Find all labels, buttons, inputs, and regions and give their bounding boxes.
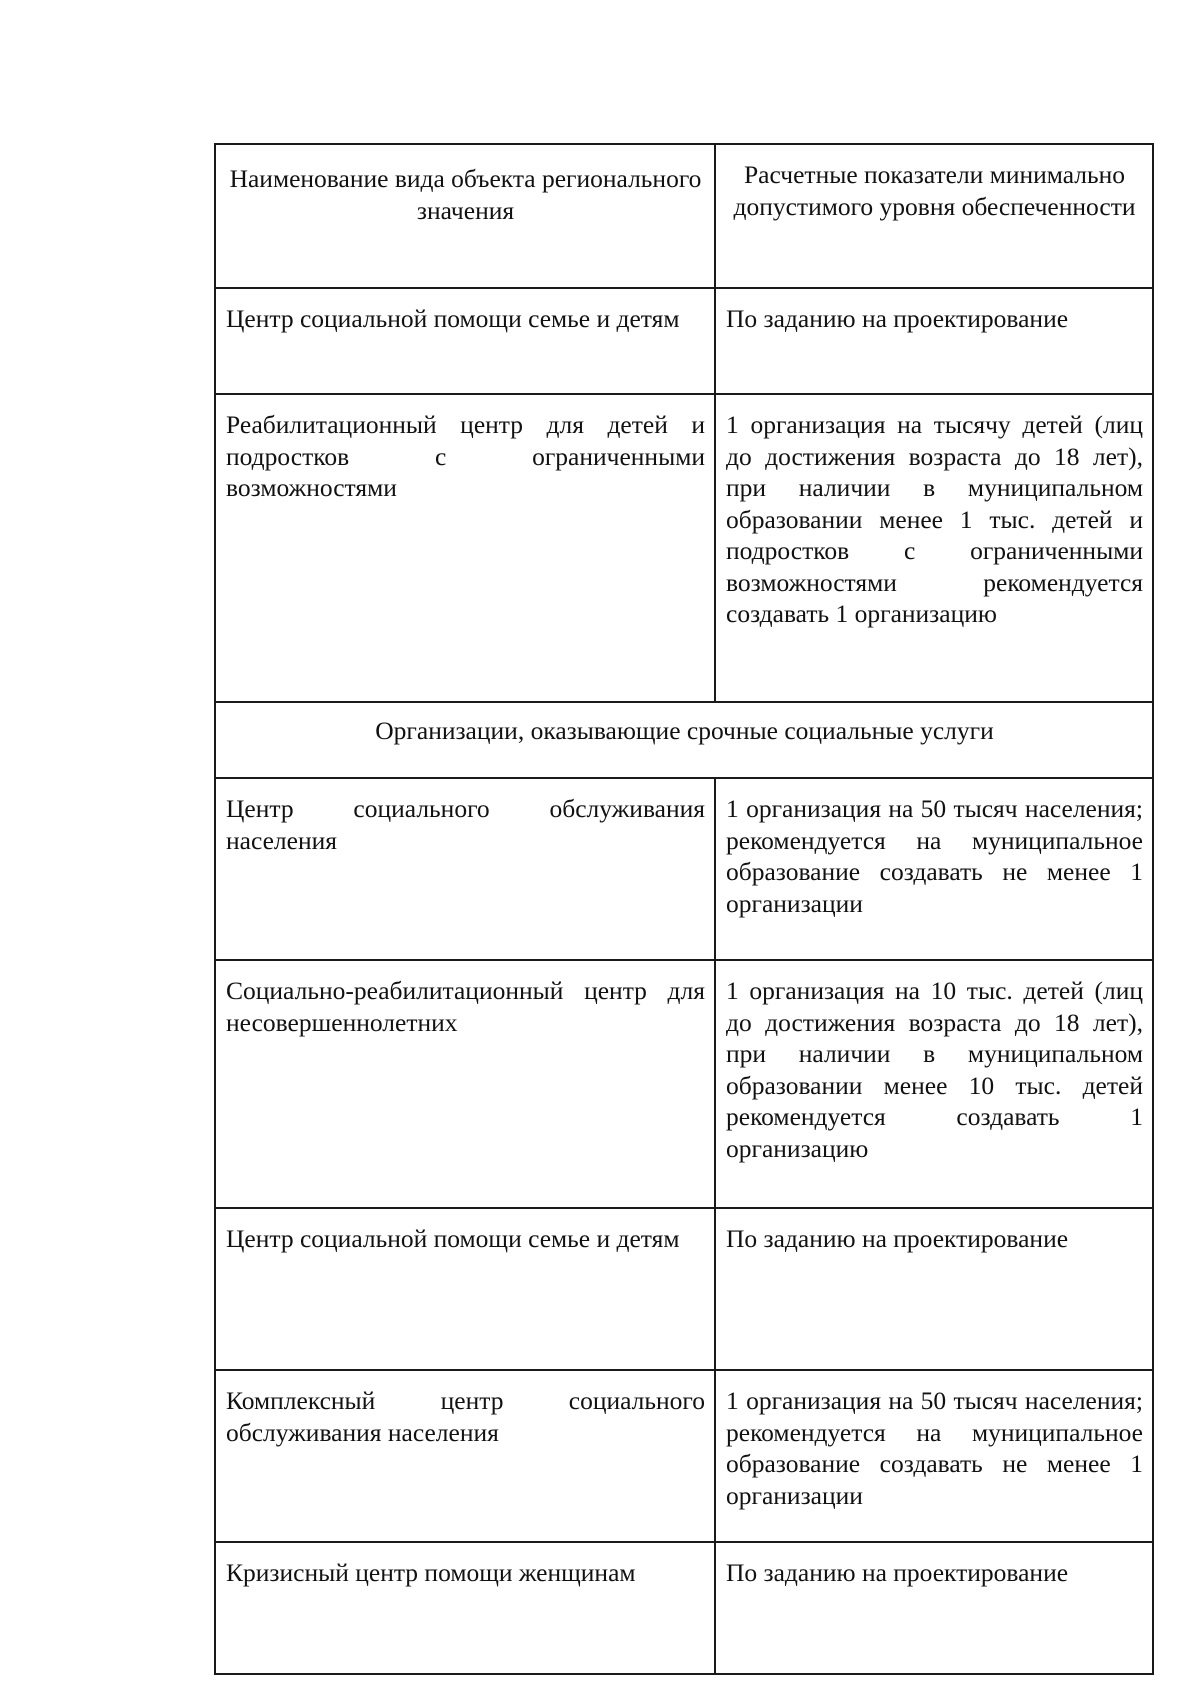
object-name-cell: Кризисный центр помощи женщинам (215, 1542, 715, 1674)
table-header-row (215, 144, 1153, 288)
object-name-cell: Социально-реабилитационный центр для несовершеннолетних (215, 960, 715, 1208)
indicator-cell: По заданию на проектирование (715, 1208, 1153, 1370)
indicator-cell: 1 организация на 50 тысяч населения; рекомендуется на муниципальное образование создавать не менее 1 организации (715, 778, 1153, 960)
indicator-cell: По заданию на проектирование (715, 1542, 1153, 1674)
object-name-cell: Комплексный центр социального обслуживания населения (215, 1370, 715, 1542)
table-row (215, 960, 1153, 1208)
header-object-type: Наименование вида объекта регионального значения (215, 144, 715, 288)
object-name-cell: Центр социальной помощи семье и детям (215, 288, 715, 394)
indicator-cell: 1 организация на тысячу детей (лиц до достижения возраста до 18 лет), при наличии в муниципальном образовании менее 1 тыс. детей и подростков с ограниченными возможностями рекомендуется создавать 1 организацию (715, 394, 1153, 702)
table-row (215, 1370, 1153, 1542)
object-name-cell: Центр социальной помощи семье и детям (215, 1208, 715, 1370)
section-row (215, 702, 1153, 778)
section-title: Организации, оказывающие срочные социальные услуги (215, 702, 1153, 778)
object-name-cell: Реабилитационный центр для детей и подростков с ограниченными возможностями (215, 394, 715, 702)
table-row (215, 1542, 1153, 1674)
header-indicators: Расчетные показатели минимально допустимого уровня обеспеченности (715, 144, 1153, 288)
indicator-cell: 1 организация на 10 тыс. детей (лиц до достижения возраста до 18 лет), при наличии в муниципальном образовании менее 10 тыс. детей рекомендуется создавать 1 организацию (715, 960, 1153, 1208)
table-row (215, 394, 1153, 702)
norms-table (214, 143, 1154, 1675)
indicator-cell: По заданию на проектирование (715, 288, 1153, 394)
table-row (215, 1208, 1153, 1370)
table-row (215, 288, 1153, 394)
indicator-cell: 1 организация на 50 тысяч населения; рекомендуется на муниципальное образование создавать не менее 1 организации (715, 1370, 1153, 1542)
object-name-cell: Центр социального обслуживания населения (215, 778, 715, 960)
table-row (215, 778, 1153, 960)
